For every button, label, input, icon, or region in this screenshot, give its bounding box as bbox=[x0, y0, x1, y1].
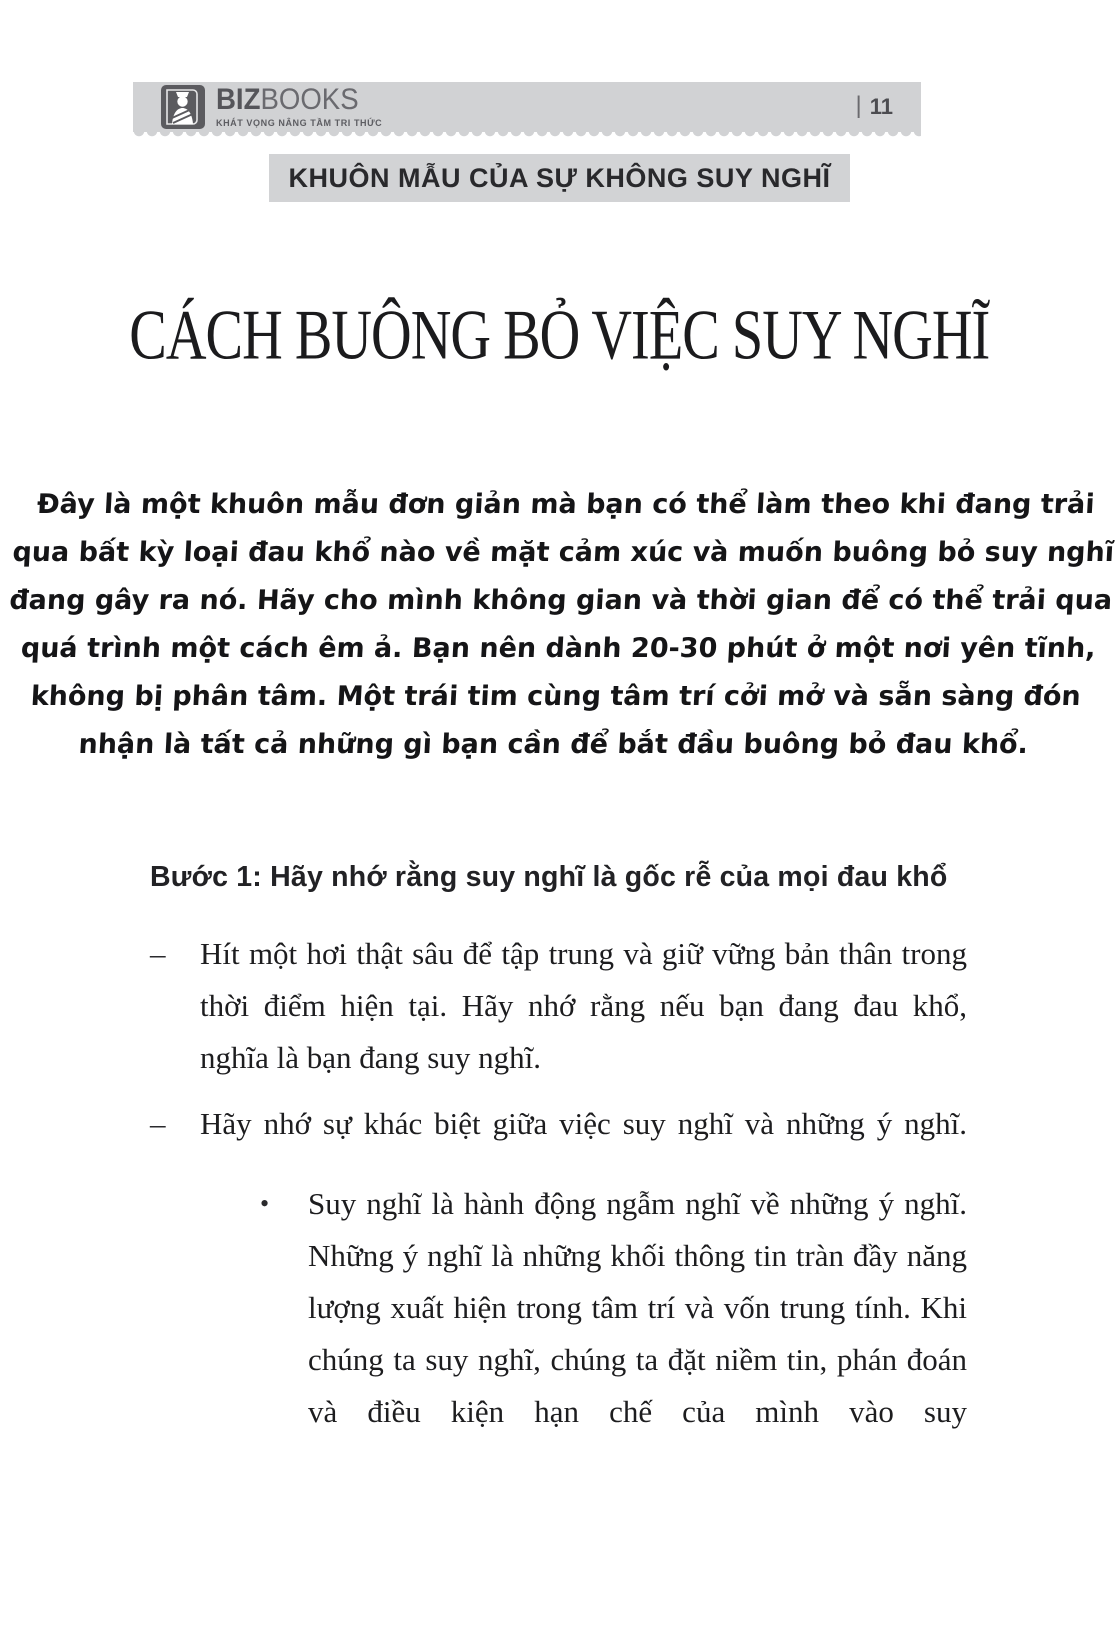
chapter-kicker: KHUÔN MẪU CỦA SỰ KHÔNG SUY NGHĨ bbox=[269, 154, 851, 202]
list-item-text: Hãy nhớ sự khác biệt giữa việc suy nghĩ và những ý nghĩ. bbox=[200, 1106, 967, 1141]
chapter-title-wrap bbox=[0, 294, 1119, 375]
step-body bbox=[150, 928, 967, 1438]
bizbooks-logo-name bbox=[216, 85, 377, 115]
intro-line: nhận là tất cả những gì bạn cần để bắt đầu buông bỏ đau khổ. bbox=[77, 729, 1029, 760]
intro-line: quá trình một cách êm ả. Bạn nên dành 20-30 phút ở một nơi yên tĩnh, bbox=[20, 633, 1097, 664]
bizbooks-logo-icon bbox=[161, 85, 205, 129]
list-item-text: Suy nghĩ là hành động ngẫm nghĩ về những ý nghĩ. Những ý nghĩ là những khối thông tin tràn đầy năng lượng xuất hiện trong tâm trí và vốn trung tính. Khi chúng ta suy nghĩ, chúng ta đặt niềm tin, phán đoán và điều kiện hạn chế của mình vào suy bbox=[308, 1186, 967, 1429]
page-number-separator: | bbox=[855, 92, 862, 119]
bizbooks-logo-tagline: KHÁT VỌNG NÂNG TẦM TRI THỨC bbox=[216, 118, 383, 130]
bullet-marker: • bbox=[260, 1189, 270, 1218]
chapter-title: CÁCH BUÔNG BỎ VIỆC SUY NGHĨ bbox=[129, 295, 990, 375]
list-item bbox=[150, 1098, 967, 1150]
intro-line: qua bất kỳ loại đau khổ nào về mặt cảm xúc và muốn buông bỏ suy nghĩ bbox=[11, 537, 1115, 568]
band-perforated-edge bbox=[133, 132, 921, 139]
step-heading: Bước 1: Hãy nhớ rằng suy nghĩ là gốc rễ của mọi đau khổ bbox=[150, 861, 948, 893]
list-item-text: Hít một hơi thật sâu để tập trung và giữ vững bản thân trong thời điểm hiện tại. Hãy nhớ rằng nếu bạn đang đau khổ, nghĩa là bạn đang suy nghĩ. bbox=[200, 936, 967, 1075]
intro-line: Đây là một khuôn mẫu đơn giản mà bạn có thể làm theo khi đang trải bbox=[36, 489, 1096, 520]
list-item bbox=[150, 928, 967, 1084]
dash-marker: – bbox=[150, 936, 166, 971]
bizbooks-logo-text bbox=[216, 85, 391, 129]
page-header-band bbox=[133, 82, 921, 132]
logo-name-light: BOOKS bbox=[260, 83, 359, 117]
dash-marker: – bbox=[150, 1106, 166, 1141]
intro-line: không bị phân tâm. Một trái tim cùng tâm trí cởi mở và sẵn sàng đón bbox=[29, 681, 1082, 712]
bizbooks-logo bbox=[161, 85, 391, 129]
intro-line: đang gây ra nó. Hãy cho mình không gian và thời gian để có thể trải qua bbox=[8, 585, 1113, 616]
logo-name-bold: BIZ bbox=[216, 83, 261, 117]
page-number-value: 11 bbox=[869, 94, 893, 119]
intro-paragraph bbox=[0, 481, 1119, 769]
list-item bbox=[260, 1178, 967, 1438]
page-number bbox=[856, 93, 894, 121]
